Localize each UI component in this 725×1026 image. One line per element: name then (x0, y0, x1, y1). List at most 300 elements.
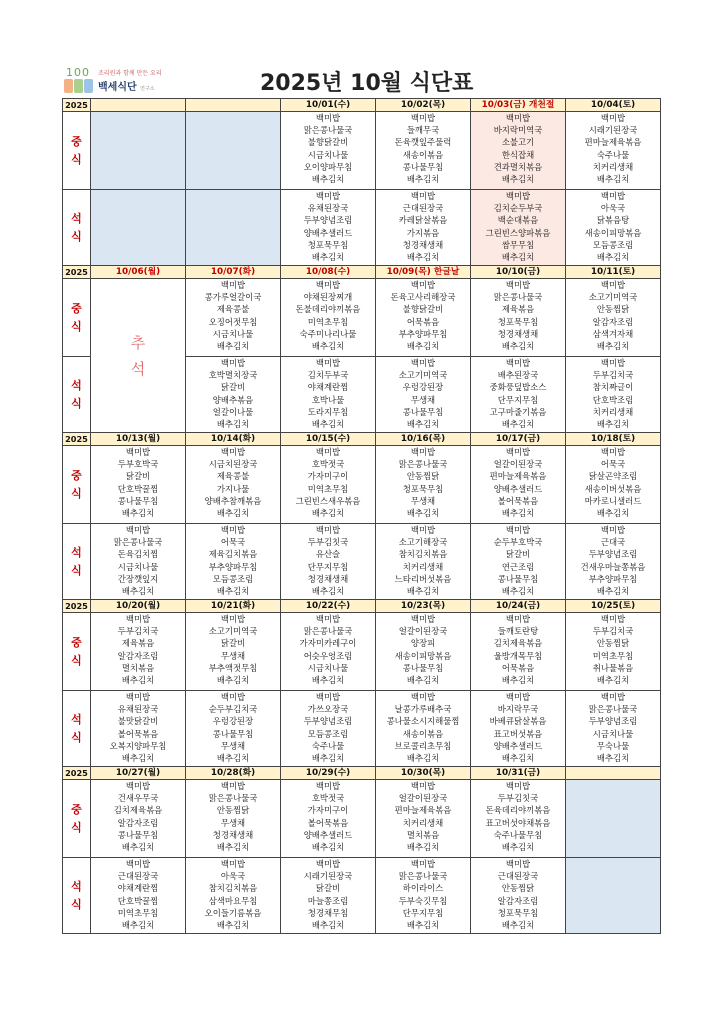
dinner-row (63, 524, 661, 600)
menu-item: 청경채생채 (212, 829, 254, 840)
menu-item: 아욱국 (600, 203, 626, 214)
week-header-row (63, 433, 661, 446)
menu-item: 근대된장국 (497, 871, 539, 882)
menu-item: 숙주미나리나물 (299, 328, 357, 339)
menu-item: 백미밥 (315, 614, 341, 624)
menu-item: 느타리버섯볶음 (394, 573, 452, 584)
menu-item: 백미밥 (125, 447, 151, 457)
menu-item: 콩가루얼갈이국 (204, 292, 262, 303)
menu-item: 무생채 (220, 650, 246, 661)
menu-item: 닭갈비 (315, 883, 341, 894)
menu-item: 배추김치 (311, 252, 345, 263)
menu-item: 어묵볶음 (406, 316, 440, 327)
menu-cell (471, 190, 566, 266)
menu-item: 콩나물무침 (402, 662, 444, 673)
menu-item: 안동찜닭 (406, 471, 440, 482)
menu-item: 배추김치 (216, 920, 250, 931)
menu-cell (186, 524, 281, 600)
menu-item: 백미밥 (315, 447, 341, 457)
menu-item: 들깨무국 (406, 125, 440, 136)
menu-item: 백미밥 (410, 859, 436, 869)
menu-item: 돈육고사리해장국 (390, 292, 456, 303)
menu-item: 두부양념조림 (588, 549, 638, 560)
menu-item: 단무지무침 (497, 394, 539, 405)
menu-item: 닭살곤약조림 (588, 471, 638, 482)
menu-item: 백미밥 (220, 614, 246, 624)
menu-item: 맑은콩나물국 (398, 459, 448, 470)
menu-item: 배추김치 (596, 508, 630, 519)
year-cell: 2025 (63, 767, 91, 780)
menu-cell (91, 524, 186, 600)
menu-item: 배추김치 (596, 675, 630, 686)
menu-item: 중화풍덮밥소스 (489, 382, 547, 393)
menu-item: 두부호박국 (117, 459, 159, 470)
menu-item: 안동찜닭 (501, 883, 535, 894)
menu-item: 참치김치볶음 (398, 549, 448, 560)
menu-cell (376, 858, 471, 934)
menu-item: 백미밥 (505, 614, 531, 624)
menu-item: 백미밥 (505, 113, 531, 123)
menu-item: 백미밥 (410, 280, 436, 290)
menu-item: 유채된장국 (117, 704, 159, 715)
menu-item: 닭갈비 (220, 638, 246, 649)
menu-item: 배추김치 (311, 341, 345, 352)
menu-item: 어묵국 (600, 459, 626, 470)
date-header (91, 99, 186, 112)
year-cell: 2025 (63, 99, 91, 112)
menu-item: 배추김치 (216, 753, 250, 764)
menu-item: 배추김치 (596, 586, 630, 597)
menu-item: 소고기미역국 (588, 292, 638, 303)
menu-item: 가자미구이 (307, 471, 349, 482)
menu-item: 맑은콩나물국 (303, 626, 353, 637)
week-header-row (63, 266, 661, 279)
menu-item: 백미밥 (505, 358, 531, 368)
menu-item: 야채계란찜 (117, 883, 159, 894)
menu-item: 백미밥 (220, 692, 246, 702)
menu-item: 미역초무침 (592, 650, 634, 661)
menu-cell (471, 524, 566, 600)
menu-item: 백미밥 (600, 525, 626, 535)
menu-item: 오이들기름볶음 (204, 907, 262, 918)
logo-name: 백세식단 연구소 (98, 82, 155, 93)
menu-item: 바베큐닭살볶음 (489, 716, 547, 727)
date-header: 10/29(수) (281, 767, 376, 780)
dinner-label: 석 식 (63, 858, 91, 934)
menu-item: 편마늘제육볶음 (584, 137, 642, 148)
menu-item: 청포묵무침 (497, 316, 539, 327)
menu-item: 배추김치 (406, 174, 440, 185)
menu-item: 배추김치 (596, 252, 630, 263)
menu-item: 미역초무침 (117, 907, 159, 918)
lunch-row (63, 780, 661, 858)
menu-item: 삼색겨자채 (592, 328, 634, 339)
menu-item: 백미밥 (410, 358, 436, 368)
week-header-row (63, 99, 661, 112)
menu-cell (186, 446, 281, 524)
menu-item: 배추김치 (406, 675, 440, 686)
menu-item: 콩나물소시지해물찜 (386, 716, 460, 727)
menu-item: 배추김치 (216, 508, 250, 519)
menu-item: 두부김칫국 (497, 793, 539, 804)
menu-item: 얼갈이된장국 (398, 626, 448, 637)
menu-item: 두부양념조림 (588, 716, 638, 727)
date-header: 10/10(금) (471, 266, 566, 279)
empty-cell (566, 858, 661, 934)
menu-item: 시금치된장국 (208, 459, 258, 470)
menu-item: 백순대볶음 (497, 215, 539, 226)
menu-cell (376, 279, 471, 357)
dinner-label: 석 식 (63, 357, 91, 433)
logo-number: 100 (66, 66, 90, 79)
menu-item: 백미밥 (220, 859, 246, 869)
menu-item: 취나물볶음 (592, 662, 634, 673)
menu-item: 알감자조림 (497, 895, 539, 906)
menu-item: 건새우무국 (117, 793, 159, 804)
menu-item: 배추김치 (121, 586, 155, 597)
menu-item: 부추양파무침 (208, 561, 258, 572)
menu-cell (376, 112, 471, 190)
menu-cell (471, 357, 566, 433)
chuseok-holiday-cell: 추 석 (91, 279, 186, 433)
menu-item: 백미밥 (125, 525, 151, 535)
dinner-row (63, 691, 661, 767)
empty-cell (186, 112, 281, 190)
menu-item: 야채계란찜 (307, 382, 349, 393)
menu-item: 참치김치볶음 (208, 883, 258, 894)
menu-item: 배추김치 (501, 675, 535, 686)
menu-item: 백미밥 (505, 280, 531, 290)
date-header: 10/07(화) (186, 266, 281, 279)
menu-item: 새송이볶음 (402, 728, 444, 739)
date-header: 10/04(토) (566, 99, 661, 112)
menu-cell (471, 279, 566, 357)
menu-item: 맑은콩나물국 (303, 125, 353, 136)
menu-item: 백미밥 (410, 447, 436, 457)
menu-item: 백미밥 (410, 781, 436, 791)
date-header: 10/30(목) (376, 767, 471, 780)
menu-item: 단무지무침 (307, 561, 349, 572)
menu-item: 청포묵무침 (402, 483, 444, 494)
menu-item: 배추김치 (121, 675, 155, 686)
menu-item: 시금치나물 (307, 662, 349, 673)
menu-item: 바지락무국 (497, 704, 539, 715)
menu-item: 가지나물 (216, 483, 250, 494)
menu-item: 오복지양파무침 (109, 740, 167, 751)
menu-item: 양배추볶음 (212, 394, 254, 405)
menu-item: 배추김치 (121, 842, 155, 853)
menu-item: 안동찜닭 (596, 638, 630, 649)
menu-item: 닭볶음탕 (596, 215, 630, 226)
menu-item: 배추김치 (596, 174, 630, 185)
menu-item: 백미밥 (410, 692, 436, 702)
menu-item: 순두부김치국 (208, 704, 258, 715)
menu-item: 우렁강된장 (212, 716, 254, 727)
menu-item: 배추김치 (406, 842, 440, 853)
menu-item: 소고기해장국 (398, 537, 448, 548)
menu-item: 제육콩불 (216, 471, 250, 482)
menu-item: 어묵볶음 (501, 662, 535, 673)
menu-item: 배추된장국 (497, 370, 539, 381)
menu-item: 배추김치 (216, 341, 250, 352)
menu-item: 김치제육볶음 (493, 638, 543, 649)
date-header: 10/18(토) (566, 433, 661, 446)
menu-item: 볼어묵볶음 (117, 728, 159, 739)
lunch-row (63, 112, 661, 190)
menu-item: 치커리생채 (592, 406, 634, 417)
menu-item: 표고버섯볶음 (493, 728, 543, 739)
menu-item: 날콩가루배추국 (394, 704, 452, 715)
date-header: 10/25(토) (566, 600, 661, 613)
menu-item: 숙주나물무침 (493, 829, 543, 840)
menu-cell (281, 112, 376, 190)
menu-item: 멸치볶음 (406, 829, 440, 840)
menu-item: 백미밥 (315, 859, 341, 869)
menu-item: 백미밥 (600, 113, 626, 123)
dinner-row (63, 190, 661, 266)
menu-item: 편마늘제육볶음 (489, 471, 547, 482)
menu-cell (281, 691, 376, 767)
menu-item: 새송이볶음 (402, 149, 444, 160)
menu-cell (186, 691, 281, 767)
menu-cell (566, 190, 661, 266)
menu-item: 백미밥 (315, 191, 341, 201)
menu-item: 백미밥 (220, 781, 246, 791)
menu-item: 맑은콩나물국 (588, 704, 638, 715)
menu-item: 콩나물무침 (497, 573, 539, 584)
menu-cell (281, 524, 376, 600)
menu-item: 가자미카레구이 (299, 638, 357, 649)
menu-item: 두부양념조림 (303, 215, 353, 226)
date-header: 10/13(월) (91, 433, 186, 446)
menu-item: 배추김치 (501, 920, 535, 931)
menu-item: 얼갈이나물 (212, 406, 254, 417)
menu-item: 아욱국 (220, 871, 246, 882)
menu-cell (281, 190, 376, 266)
menu-item: 그린빈스새우볶음 (295, 495, 361, 506)
menu-item: 백미밥 (505, 859, 531, 869)
menu-item: 김치제육볶음 (113, 805, 163, 816)
menu-item: 맑은콩나물국 (208, 793, 258, 804)
menu-item: 백미밥 (600, 692, 626, 702)
menu-item: 청포묵무침 (307, 239, 349, 250)
menu-item: 오이양파무침 (303, 161, 353, 172)
lunch-label: 중 식 (63, 613, 91, 691)
brand-logo (64, 66, 184, 96)
menu-item: 카레닭살볶음 (398, 215, 448, 226)
menu-item: 양배추샐러드 (303, 227, 353, 238)
menu-item: 연근조림 (501, 561, 535, 572)
menu-cell (186, 357, 281, 433)
menu-item: 돈육김치찜 (117, 549, 159, 560)
menu-item: 시금치나물 (117, 561, 159, 572)
menu-item: 단무지무침 (402, 907, 444, 918)
menu-item: 양장피 (410, 638, 436, 649)
date-header: 10/17(금) (471, 433, 566, 446)
menu-item: 배추김치 (311, 174, 345, 185)
lunch-row (63, 613, 661, 691)
menu-cell (566, 524, 661, 600)
menu-cell (376, 613, 471, 691)
lunch-label: 중 식 (63, 112, 91, 190)
menu-item: 안동찜닭 (596, 304, 630, 315)
menu-cell (281, 279, 376, 357)
empty-cell (91, 112, 186, 190)
menu-cell (471, 691, 566, 767)
date-header: 10/31(금) (471, 767, 566, 780)
menu-item: 닭갈비 (505, 549, 531, 560)
menu-item: 간장깻잎지 (117, 573, 159, 584)
menu-item: 제육콩불 (216, 304, 250, 315)
menu-item: 순두부호박국 (493, 537, 543, 548)
menu-item: 배추김치 (406, 341, 440, 352)
lunch-row (63, 279, 661, 357)
menu-item: 백미밥 (410, 614, 436, 624)
menu-item: 하이라이스 (402, 883, 444, 894)
menu-item: 양배추샐러드 (493, 740, 543, 751)
menu-item: 새송이피망볶음 (584, 227, 642, 238)
date-header: 10/20(월) (91, 600, 186, 613)
menu-item: 김치순두부국 (493, 203, 543, 214)
date-header: 10/28(화) (186, 767, 281, 780)
menu-item: 백미밥 (315, 358, 341, 368)
menu-item: 백미밥 (410, 113, 436, 123)
date-header: 10/27(월) (91, 767, 186, 780)
menu-item: 돈불데리야끼볶음 (295, 304, 361, 315)
menu-item: 두부양념조림 (303, 716, 353, 727)
menu-item: 백미밥 (125, 692, 151, 702)
meal-table (62, 98, 661, 934)
menu-item: 소불고기 (501, 137, 535, 148)
menu-item: 배추김치 (501, 508, 535, 519)
menu-item: 배추김치 (121, 508, 155, 519)
menu-item: 가지볶음 (406, 227, 440, 238)
menu-item: 두부김칫국 (307, 537, 349, 548)
menu-item: 배추김치 (311, 586, 345, 597)
menu-item: 배추김치 (311, 842, 345, 853)
menu-item: 우렁강된장 (402, 382, 444, 393)
menu-item: 근대국 (600, 537, 626, 548)
menu-item: 바지락미역국 (493, 125, 543, 136)
menu-item: 배추김치 (406, 753, 440, 764)
menu-item: 단호박꿀찜 (117, 483, 159, 494)
lunch-label: 중 식 (63, 780, 91, 858)
menu-item: 배추김치 (406, 508, 440, 519)
empty-cell (91, 190, 186, 266)
menu-item: 건새우마늘쫑볶음 (580, 561, 646, 572)
menu-item: 백미밥 (315, 280, 341, 290)
menu-item: 배추김치 (216, 419, 250, 430)
menu-item: 백미밥 (600, 358, 626, 368)
empty-cell (186, 190, 281, 266)
menu-cell (281, 613, 376, 691)
menu-item: 편마늘제육볶음 (394, 805, 452, 816)
menu-item: 시금치나물 (592, 728, 634, 739)
menu-item: 청포묵무침 (497, 907, 539, 918)
menu-cell (471, 858, 566, 934)
date-header: 10/22(수) (281, 600, 376, 613)
lunch-row (63, 446, 661, 524)
menu-cell (471, 780, 566, 858)
menu-item: 소고기미역국 (398, 370, 448, 381)
menu-cell (186, 780, 281, 858)
menu-item: 들깨토란탕 (497, 626, 539, 637)
dinner-label: 석 식 (63, 691, 91, 767)
menu-item: 김치두부국 (307, 370, 349, 381)
menu-item: 미역초무침 (307, 483, 349, 494)
menu-item: 배추김치 (216, 842, 250, 853)
menu-cell (471, 446, 566, 524)
menu-item: 야채된장찌개 (303, 292, 353, 303)
menu-item: 배추김치 (406, 252, 440, 263)
menu-item: 무생채 (410, 495, 436, 506)
menu-item: 어슷우엉조림 (303, 650, 353, 661)
date-header: 10/11(토) (566, 266, 661, 279)
date-header: 10/08(수) (281, 266, 376, 279)
menu-cell (566, 279, 661, 357)
menu-cell (186, 613, 281, 691)
menu-item: 배추김치 (216, 675, 250, 686)
menu-item: 백미밥 (125, 859, 151, 869)
menu-item: 돈육깻잎주물럭 (394, 137, 452, 148)
menu-item: 배추김치 (216, 586, 250, 597)
date-header (186, 99, 281, 112)
menu-item: 마카로니샐러드 (584, 495, 642, 506)
menu-item: 백미밥 (125, 781, 151, 791)
menu-item: 백미밥 (600, 191, 626, 201)
menu-item: 콩나물무침 (117, 495, 159, 506)
menu-item: 청경채생채 (497, 328, 539, 339)
menu-cell (91, 858, 186, 934)
menu-item: 백미밥 (410, 525, 436, 535)
menu-item: 가쓰오장국 (307, 704, 349, 715)
menu-item: 백미밥 (220, 525, 246, 535)
menu-item: 배추김치 (501, 252, 535, 263)
date-header: 10/06(월) (91, 266, 186, 279)
menu-item: 안동찜닭 (216, 805, 250, 816)
year-cell: 2025 (63, 600, 91, 613)
menu-item: 배추김치 (311, 675, 345, 686)
menu-cell (91, 780, 186, 858)
menu-item: 치커리생채 (402, 561, 444, 572)
menu-item: 백미밥 (600, 614, 626, 624)
menu-item: 쌈무무침 (501, 239, 535, 250)
menu-item: 두부김치국 (592, 370, 634, 381)
menu-item: 브로콜리초무침 (394, 740, 452, 751)
menu-item: 그린빈스양파볶음 (485, 227, 551, 238)
date-header (566, 767, 661, 780)
menu-item: 시금치나물 (212, 328, 254, 339)
menu-item: 호박젓국 (311, 459, 345, 470)
menu-item: 백미밥 (315, 781, 341, 791)
menu-item: 배추김치 (596, 341, 630, 352)
menu-cell (566, 112, 661, 190)
menu-cell (376, 691, 471, 767)
menu-item: 무생채 (220, 817, 246, 828)
menu-cell (471, 112, 566, 190)
menu-item: 근대된장국 (117, 871, 159, 882)
menu-item: 돈육데리야끼볶음 (485, 805, 551, 816)
date-header: 10/14(화) (186, 433, 281, 446)
menu-item: 미역초무침 (307, 316, 349, 327)
menu-item: 배추김치 (501, 842, 535, 853)
menu-item: 삼색마요무침 (208, 895, 258, 906)
menu-item: 콩나물무침 (212, 728, 254, 739)
menu-item: 견과멸치볶음 (493, 161, 543, 172)
year-cell: 2025 (63, 266, 91, 279)
date-header: 10/01(수) (281, 99, 376, 112)
menu-item: 닭갈비 (220, 382, 246, 393)
